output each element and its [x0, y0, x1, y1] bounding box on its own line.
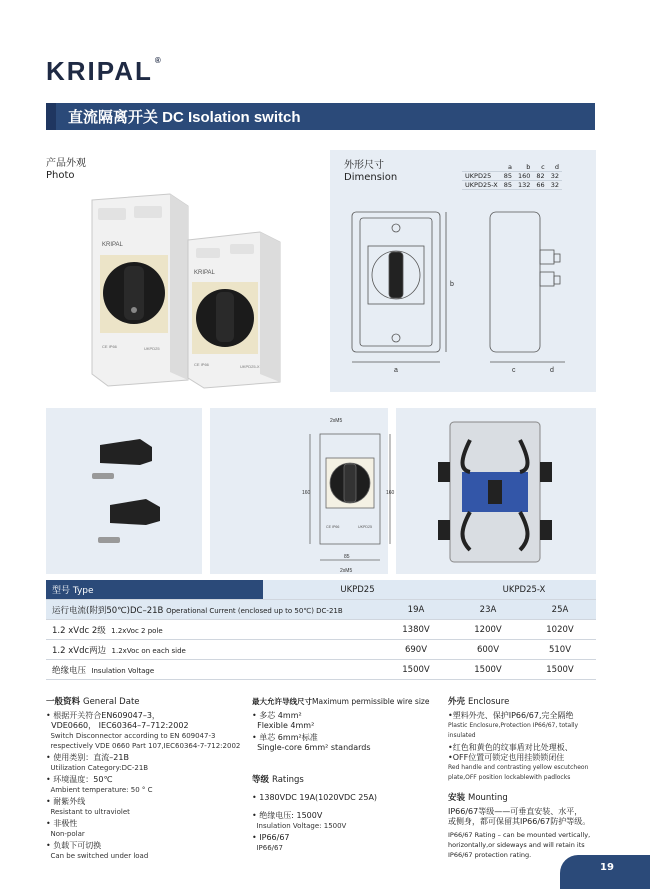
- list-item: • IP66/67 IP66/67: [252, 833, 290, 852]
- list-item: • 负载下可切换 Can be switched under load: [46, 841, 149, 860]
- svg-text:KRIPAL: KRIPAL: [102, 242, 123, 248]
- page-number: 19: [600, 862, 614, 873]
- enclosure-section: 外壳 Enclosure •塑料外壳、保护IP66/67,完全隔绝 Plastic Enclosure,Protection IP66/67, totally insulated •红色和黄色的纹事盾对比处理板、 •OFF位置可锁定也用挂锁锁闭住 Red handle and contrasting yellow escutcheon plate,OFF position lockablewith padlocks 安装 Mounting IP66/67等级——可垂直安装、水平， 或侧身，都可保留其IP66/67防护等级。 IP66/67 Rating – can be mounted vertically, horizontally,or sideways and will retain its IP66/67 protection rating.: [448, 697, 598, 860]
- mounting-text-en: IP66/67 Rating – can be mounted vertically, horizontally,or sideways and will retain its IP66/67 protection rating.: [448, 831, 591, 859]
- list-item: •红色和黄色的纹事盾对比处理板、 •OFF位置可锁定也用挂锁锁闭住 Red handle and contrasting yellow escutcheon plate,OFF position lockablewith padlocks: [448, 743, 589, 781]
- svg-text:CE IP66: CE IP66: [102, 344, 117, 349]
- banner-tab: [46, 103, 56, 130]
- svg-text:CE IP66: CE IP66: [326, 525, 340, 529]
- dimension-table: [462, 163, 562, 190]
- mounting-text: IP66/67等级——可垂直安装、水平， 或侧身，都可保留其IP66/67防护等级。: [448, 807, 591, 826]
- spec-current-row: 运行电流(附到50℃)DC–21B Operational Current (enclosed up to 50℃) DC-21B 19A 23A 25A: [46, 600, 596, 620]
- switch-photo-large: [92, 194, 188, 386]
- svg-text:d: d: [550, 367, 554, 374]
- spec-table: [46, 580, 596, 680]
- svg-text:2xM5: 2xM5: [340, 568, 353, 574]
- svg-text:160: 160: [302, 490, 311, 496]
- title-banner: [46, 103, 595, 130]
- dimension-title: 外形尺寸 Dimension: [344, 160, 398, 183]
- svg-text:UKPD25-X: UKPD25-X: [240, 364, 260, 369]
- inside-view-image: [430, 410, 560, 575]
- svg-text:c: c: [512, 367, 516, 374]
- list-item: • 环境温度：50℃ Ambient temperature: 50 ° C: [46, 775, 153, 794]
- svg-text:CE IP66: CE IP66: [194, 362, 209, 367]
- wire-section: 最大允许导线尺寸Maximum permissible wire size • 多芯 4mm² Flexible 4mm² • 单芯 6mm²标准 Single-core 6mm² standards 等级 Ratings • 1380VDC 19A(1020VDC 25A) • 绝缘电压: 1500V Insulation Voltage: 1500V • IP66/67 IP66/67: [252, 697, 442, 855]
- mc4-connector-image: [90, 425, 170, 565]
- dimension-drawing: [340, 200, 590, 380]
- list-item: • 根据开关符合EN609047–3， VDE0660， IEC60364–7–712:2002 Switch Disconnector according to EN 609047-3 respectively VDE 0660 Part 107,IEC60364-7-712:2002: [46, 711, 241, 750]
- svg-text:b: b: [450, 281, 454, 288]
- photo-title: 产品外观 Photo: [46, 158, 86, 181]
- list-item: • 单芯 6mm²标准 Single-core 6mm² standards: [252, 733, 371, 752]
- general-section: 一般资料 General Date • 根据开关符合EN609047–3， VDE0660， IEC60364–7–712:2002 Switch Disconnector according to EN 609047-3 respectively VDE 0660 Part 107,IEC60364-7-712:2002 • 使用类别：直流–21B Utilization Category:DC-21B • 环境温度：50℃ Ambient temperature: 50 ° C • 耐紫外线 Resistant to ultraviolet • 非极性 Non-polar • 负载下可切换 Can be switched under load: [46, 697, 246, 863]
- dimension-header-row: a b c d: [462, 163, 562, 172]
- svg-text:2xM5: 2xM5: [330, 418, 343, 424]
- list-item: •塑料外壳、保护IP66/67,完全隔绝 Plastic Enclosure,Protection IP66/67, totally insulated: [448, 711, 579, 739]
- spec-row: 1.2 xVdc 2级 1.2xVoc 2 pole 1380V 1200V 1020V: [46, 620, 596, 640]
- svg-text:a: a: [394, 367, 398, 374]
- spec-row: 绝缘电压 Insulation Voltage 1500V 1500V 1500V: [46, 660, 596, 680]
- svg-text:KRIPAL: KRIPAL: [194, 270, 215, 276]
- list-item: • 非极性 Non-polar: [46, 819, 85, 838]
- list-item: • 多芯 4mm² Flexible 4mm²: [252, 711, 315, 730]
- svg-text:UKPD25: UKPD25: [144, 346, 160, 351]
- product-photo: [80, 190, 290, 390]
- front-drawing: [300, 410, 400, 575]
- list-item: • 绝缘电压: 1500V Insulation Voltage: 1500V: [252, 811, 347, 830]
- svg-text:85: 85: [344, 554, 350, 560]
- brand-logo: KRIPAL ®: [46, 56, 163, 86]
- spec-header-row: 型号 Type UKPD25 UKPD25-X: [46, 580, 596, 600]
- list-item: • 使用类别：直流–21B Utilization Category:DC-21B: [46, 753, 149, 772]
- dimension-row: UKPD25-X 85 132 66 32: [462, 181, 562, 190]
- list-item: • 耐紫外线 Resistant to ultraviolet: [46, 797, 130, 816]
- page-title: 直流隔离开关 DC Isolation switch: [68, 109, 301, 126]
- svg-text:160: 160: [386, 490, 395, 496]
- spec-row: 1.2 xVdc两边 1.2xVoc on each side 690V 600V 510V: [46, 640, 596, 660]
- list-item: • 1380VDC 19A(1020VDC 25A): [252, 793, 378, 802]
- svg-text:UKPD25: UKPD25: [358, 525, 372, 529]
- dimension-row: UKPD25 85 160 82 32: [462, 172, 562, 181]
